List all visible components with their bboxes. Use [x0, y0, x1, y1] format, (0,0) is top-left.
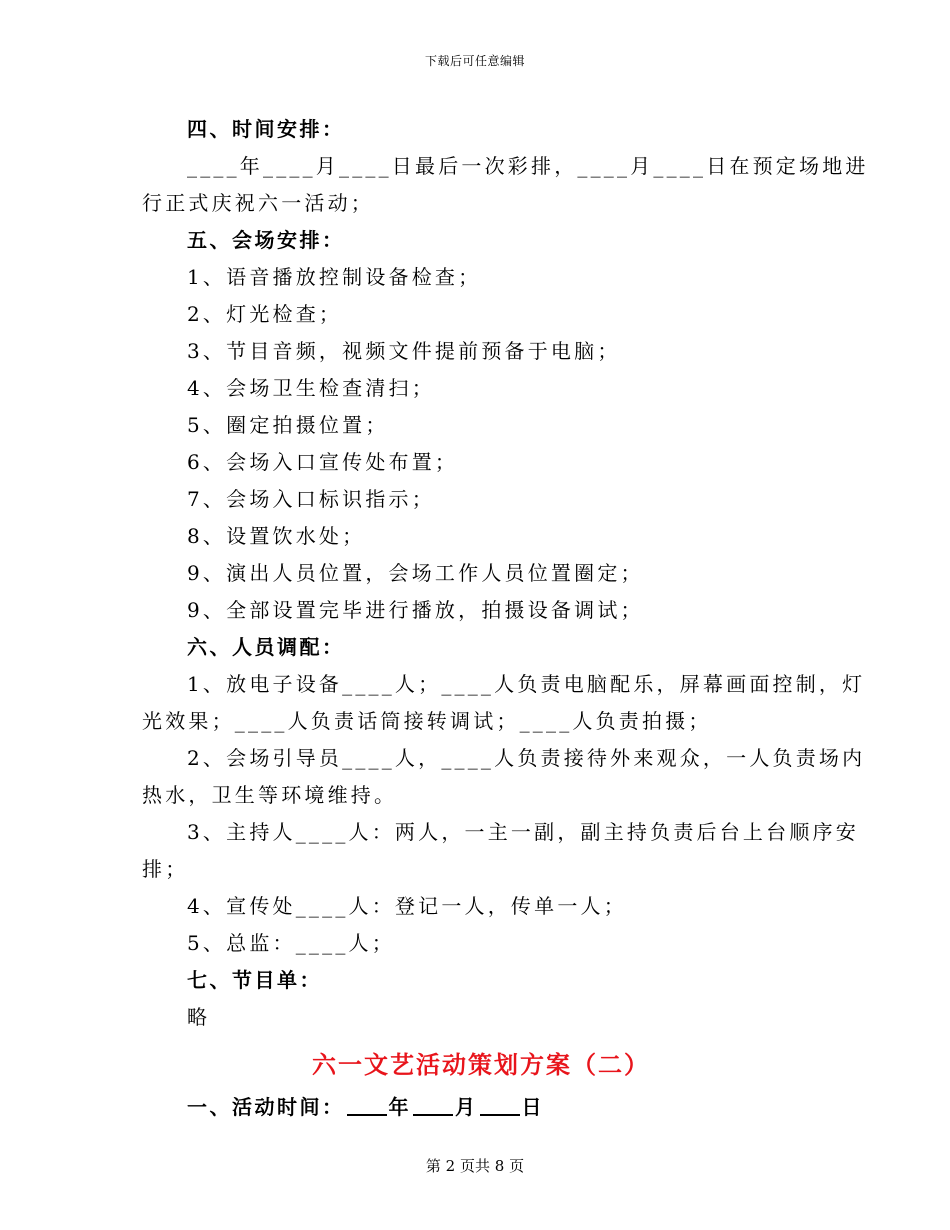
page-header: 下载后可任意编辑	[424, 54, 525, 68]
body-line: 5、总监：____人；	[187, 931, 395, 955]
month-label: 月	[455, 1095, 478, 1119]
day-label: 日	[521, 1095, 544, 1119]
body-line: ____年____月____日最后一次彩排，____月____日在预定场地进	[187, 154, 869, 178]
activity-time-line	[142, 1089, 812, 1126]
body-line: 行正式庆祝六一活动；	[142, 191, 374, 215]
body-line: 5、圈定拍摄位置；	[187, 413, 389, 437]
body-line: 1、语音播放控制设备检查；	[187, 265, 482, 289]
body-line: 4、会场卫生检查清扫；	[187, 376, 435, 400]
body-line: 热水，卫生等环境维持。	[142, 783, 398, 807]
body-line: 2、会场引导员____人，____人负责接待外来观众，一人负责场内	[187, 746, 866, 770]
body-lines	[142, 111, 869, 1036]
day-blank[interactable]	[480, 1092, 520, 1116]
body-line: 4、宣传处____人：登记一人，传单一人；	[187, 894, 627, 918]
year-label: 年	[388, 1095, 411, 1119]
body-line: 8、设置饮水处；	[187, 524, 366, 548]
body-line: 略	[187, 1005, 211, 1029]
body-line: 7、会场入口标识指示；	[187, 487, 435, 511]
body-line: 9、演出人员位置，会场工作人员位置圈定；	[187, 561, 644, 585]
section-heading: 四、时间安排：	[187, 117, 345, 141]
body-line: 光效果；____人负责话筒接转调试；____人负责拍摄；	[142, 709, 712, 733]
section-heading: 五、会场安排：	[187, 228, 345, 252]
body-line: 3、主持人____人：两人，一主一副，副主持负责后台上台顺序安	[187, 820, 859, 844]
year-blank[interactable]	[347, 1092, 387, 1116]
body-line: 2、灯光检查；	[187, 302, 343, 326]
activity-time-label: 一、活动时间：	[187, 1095, 345, 1119]
page-footer: 第 2 页共 8 页	[425, 1157, 525, 1175]
body-line: 排；	[142, 857, 189, 881]
section-heading: 七、节目单：	[187, 968, 322, 992]
body-line: 1、放电子设备____人；____人负责电脑配乐，屏幕画面控制，灯	[187, 672, 866, 696]
section-title: 六一文艺活动策划方案（二）	[312, 1050, 650, 1079]
section-heading: 六、人员调配：	[187, 635, 345, 659]
body-line: 6、会场入口宣传处布置；	[187, 450, 459, 474]
month-blank[interactable]	[413, 1092, 453, 1116]
document-body	[142, 111, 869, 1126]
body-line: 9、全部设置完毕进行播放，拍摄设备调试；	[187, 598, 644, 622]
body-line: 3、节目音频，视频文件提前预备于电脑；	[187, 339, 621, 363]
